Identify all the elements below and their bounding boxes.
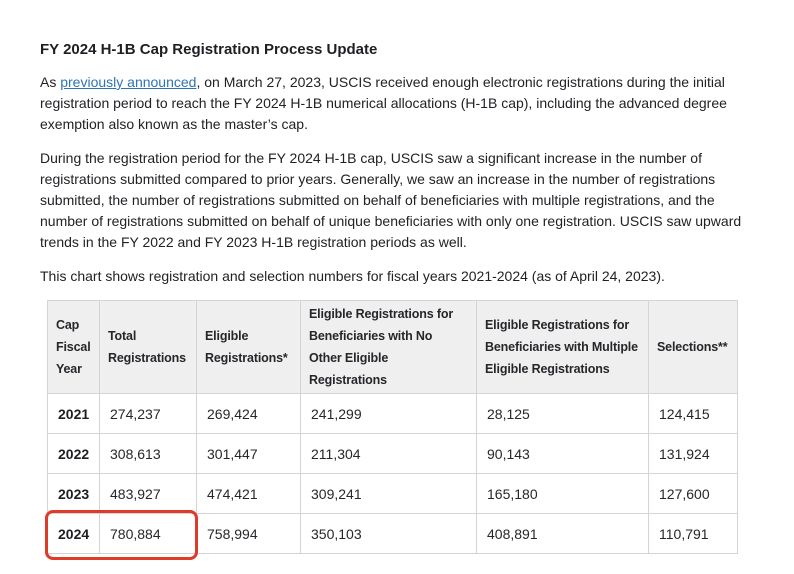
year-cell-2023: 2023 <box>48 474 100 514</box>
cell-2022-eligible-no-other: 211,304 <box>301 434 477 474</box>
cell-2024-eligible-multiple: 408,891 <box>477 514 649 554</box>
col-header-eligible-no-other: Eligible Registrations for Beneficiaries with No Other Eligible Registrations <box>301 301 477 394</box>
col-header-eligible-multiple: Eligible Registrations for Beneficiaries with Multiple Eligible Registrations <box>477 301 649 394</box>
page-title: FY 2024 H-1B Cap Registration Process Update <box>40 41 378 58</box>
paragraph-announcement <box>40 72 754 135</box>
cell-2023-eligible-no-other: 309,241 <box>301 474 477 514</box>
cell-2022-eligible-registrations: 301,447 <box>197 434 301 474</box>
paragraph-chart-intro: This chart shows registration and selection numbers for fiscal years 2021-2024 (as of April 24, 2023). <box>40 268 665 284</box>
p1-text-after-link: , on March 27, 2023, USCIS received enough electronic registrations during the initial registration period to reach the FY 2024 H-1B numerical allocations (H-1B cap), including the advanced degree exemption also known as the master’s cap. <box>40 74 727 132</box>
registration-selection-table <box>47 300 738 554</box>
col-header-selections: Selections** <box>649 301 738 394</box>
table-row-2022 <box>48 434 738 474</box>
paragraph-registration-increase: During the registration period for the FY 2024 H-1B cap, USCIS saw a significant increase in the number of registrations submitted compared to prior years. Generally, we saw an increase in the number of registrations submitted, the number of registrations submitted on behalf of beneficiaries with multiple registrations, and the number of registrations submitted on behalf of unique beneficiaries with only one registration. USCIS saw upward trends in the FY 2022 and FY 2023 H-1B registration periods as well. <box>40 150 742 250</box>
cell-2023-eligible-registrations: 474,421 <box>197 474 301 514</box>
cell-2023-eligible-multiple: 165,180 <box>477 474 649 514</box>
cell-2021-total-registrations: 274,237 <box>100 394 197 434</box>
p1-text-before-link: As <box>40 74 61 90</box>
cell-2021-eligible-no-other: 241,299 <box>301 394 477 434</box>
year-cell-2024: 2024 <box>48 514 100 554</box>
cell-2021-eligible-multiple: 28,125 <box>477 394 649 434</box>
year-cell-2022: 2022 <box>48 434 100 474</box>
col-header-total-registrations: Total Registrations <box>100 301 197 394</box>
table-row-2021 <box>48 394 738 434</box>
cell-2022-selections: 131,924 <box>649 434 738 474</box>
table-header-row <box>48 301 738 394</box>
table-row-2024 <box>48 514 738 554</box>
cell-2024-eligible-no-other: 350,103 <box>301 514 477 554</box>
cell-2024-selections: 110,791 <box>649 514 738 554</box>
col-header-eligible-registrations: Eligible Registrations* <box>197 301 301 394</box>
year-cell-2021: 2021 <box>48 394 100 434</box>
previously-announced-link[interactable]: previously announced <box>60 74 197 90</box>
cell-2021-selections: 124,415 <box>649 394 738 434</box>
registration-table-container <box>47 300 737 554</box>
col-header-cap-fiscal-year: Cap Fiscal Year <box>48 301 100 394</box>
cell-2022-eligible-multiple: 90,143 <box>477 434 649 474</box>
cell-2022-total-registrations: 308,613 <box>100 434 197 474</box>
table-row-2023 <box>48 474 738 514</box>
cell-2023-total-registrations: 483,927 <box>100 474 197 514</box>
cell-2024-total-registrations: 780,884 <box>100 514 197 554</box>
cell-2024-eligible-registrations: 758,994 <box>197 514 301 554</box>
cell-2023-selections: 127,600 <box>649 474 738 514</box>
cell-2021-eligible-registrations: 269,424 <box>197 394 301 434</box>
